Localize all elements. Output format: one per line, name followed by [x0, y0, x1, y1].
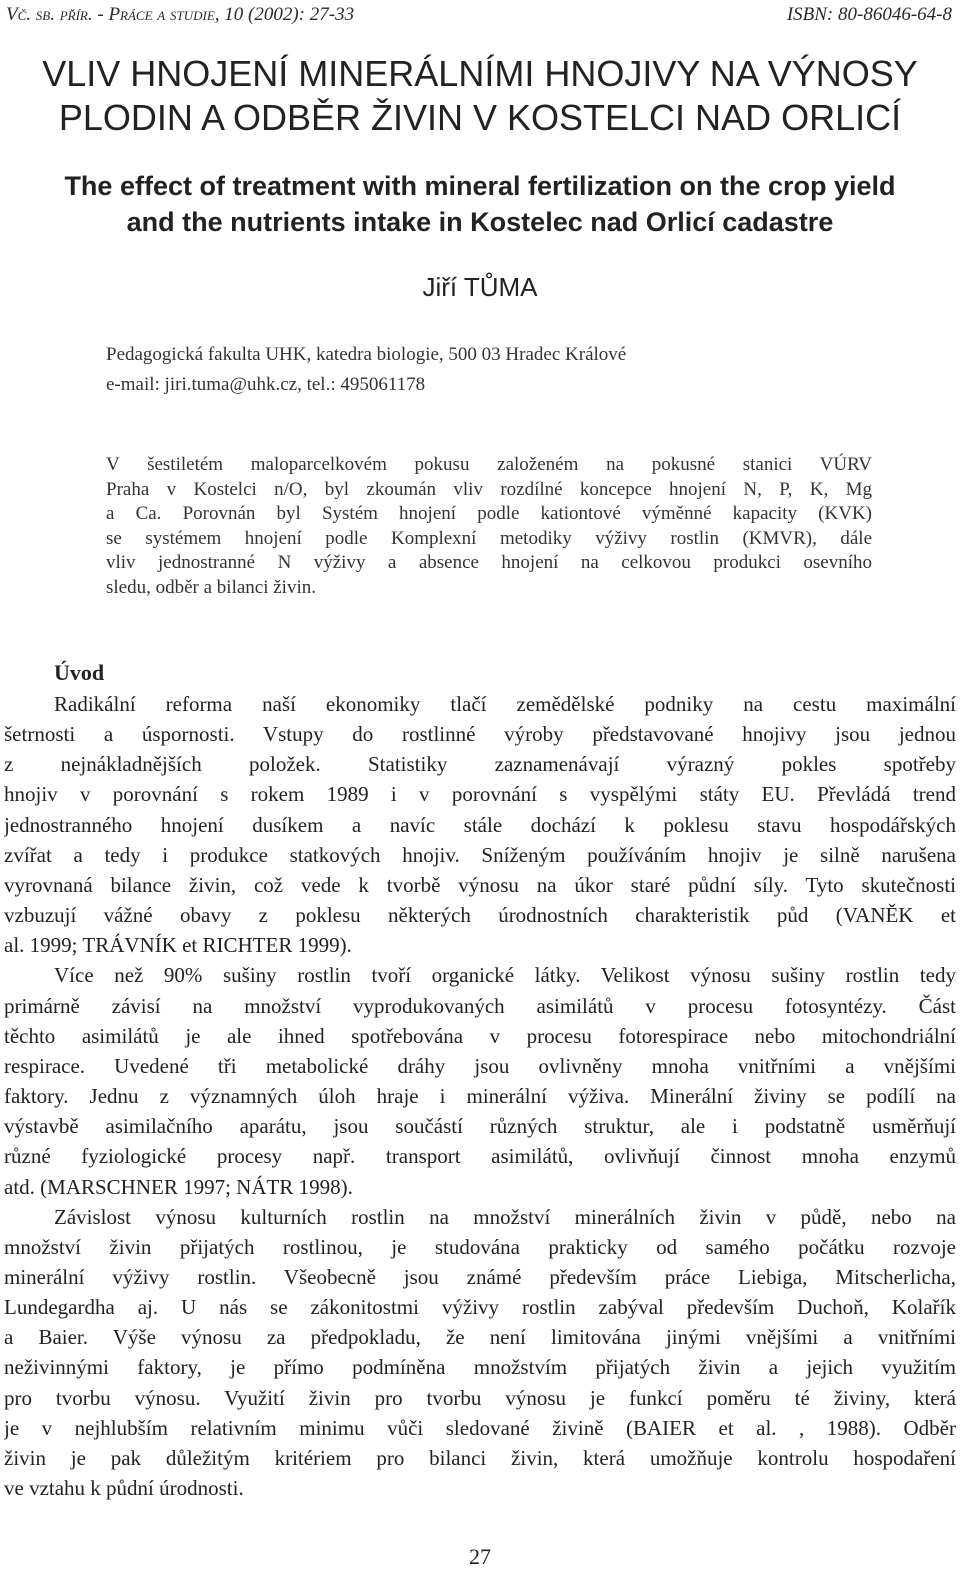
abstract-line: V šestiletém maloparcelkovém pokusu založeném na pokusné stanici VÚRV	[106, 454, 872, 475]
paragraph-line: faktory. Jednu z významných úloh hraje i minerální výživa. Minerální živiny se podílí na	[4, 1084, 956, 1109]
paragraph-line: jednostranného hnojení dusíkem a navíc stále dochází k poklesu stavu hospodářských	[4, 812, 956, 837]
paragraph-line: Závislost výnosu kulturních rostlin na množství minerálních živin v půdě, nebo na	[54, 1204, 956, 1229]
paragraph-line: a Baier. Výše výnosu za předpokladu, že není limitována jinými vnějšími a vnitřními	[4, 1325, 956, 1350]
section-heading-uvod: Úvod	[54, 660, 105, 685]
title-english-line: The effect of treatment with mineral fertilization on the crop yield	[64, 171, 896, 201]
affiliation-line: Pedagogická fakulta UHK, katedra biologie, 500 03 Hradec Králové	[106, 344, 627, 365]
body-text	[4, 689, 956, 1503]
paragraph-line: neživinnými faktory, je přímo podmíněna množstvím přijatých živin a jejich využitím	[4, 1355, 956, 1380]
page-number: 27	[469, 1544, 491, 1569]
paragraph-line: vzbuzují vážné obavy z poklesu některých úrodnostních charakteristik půd (VANĚK et	[4, 903, 956, 928]
paragraph-line: hnojiv v porovnání s rokem 1989 i v porovnání s vyspělými státy EU. Převládá trend	[4, 782, 956, 807]
paragraph-line: vyrovnaná bilance živin, což vede k tvorbě výnosu na úkor staré půdní síly. Tyto skutečnosti	[4, 872, 956, 897]
abstract-line: vliv jednostranné N výživy a absence hnojení na celkovou produkci osevního	[106, 552, 872, 574]
title-english-line: and the nutrients intake in Kostelec nad Orlicí cadastre	[126, 207, 834, 237]
paragraph-line: Radikální reforma naší ekonomiky tlačí zemědělské podniky na cestu maximální	[54, 692, 956, 716]
paragraph-line: těchto asimilátů je ale ihned spotřebována v procesu fotorespirace nebo mitochondriální	[4, 1023, 956, 1048]
contact-line: e-mail: jiri.tuma@uhk.cz, tel.: 495061178	[106, 374, 426, 395]
paragraph-line: z nejnákladnějších položek. Statistiky zaznamenávají výrazný pokles spotřeby	[4, 752, 956, 777]
paragraph-line: atd. (MARSCHNER 1997; NÁTR 1998).	[4, 1174, 353, 1199]
paragraph-line: různé fyziologické procesy např. transport asimilátů, ovlivňují činnost mnoha enzymů	[4, 1144, 956, 1169]
paragraph-line: Lundegardha aj. U nás se zákonitostmi výživy rostlin zabýval především Duchoň, Kolařík	[4, 1295, 956, 1320]
abstract-line: Praha v Kostelci n/O, byl zkoumán vliv rozdílné koncepce hnojení N, P, K, Mg	[106, 478, 872, 500]
paragraph-line: šetrnosti a úspornosti. Vstupy do rostlinné výroby představované hnojivy jsou jednou	[4, 722, 956, 747]
paragraph-line: zvířat a tedy i produkce statkových hnojiv. Sníženým používáním hnojiv je silně narušena	[4, 842, 956, 867]
paragraph-line: pro tvorbu výnosu. Využití živin pro tvorbu výnosu je funkcí poměru té živiny, která	[4, 1385, 956, 1410]
paragraph-line: živin je pak důležitým kritériem pro bilanci živin, která umožňuje kontrolu hospodaření	[4, 1445, 956, 1470]
running-header-left: Vč. sb. přír. - Práce a studie, 10 (2002): 27-33	[6, 4, 355, 25]
paragraph-line: respirace. Uvedené tři metabolické dráhy jsou ovlivněny mnoha vnitřními a vnějšími	[4, 1053, 956, 1078]
paragraph-line: primárně závisí na množství vyprodukovaných asimilátů v procesu fotosyntézy. Část	[4, 993, 956, 1018]
paragraph-line: ve vztahu k půdní úrodnosti.	[4, 1476, 244, 1501]
title-czech	[0, 52, 960, 140]
affiliation	[106, 340, 626, 400]
title-czech-line: PLODIN A ODBĚR ŽIVIN V KOSTELCI NAD ORLICÍ	[58, 97, 902, 138]
author-name: Jiří TŮMA	[422, 272, 538, 302]
paragraph-line: množství živin přijatých rostlinou, je studována prakticky od samého počátku rozvoje	[4, 1234, 956, 1259]
abstract-line: a Ca. Porovnán byl Systém hnojení podle kationtové výměnné kapacity (KVK)	[106, 503, 872, 525]
paragraph-line: minerální výživy rostlin. Všeobecně jsou známé především práce Liebiga, Mitscherlicha,	[4, 1264, 956, 1289]
title-czech-line: VLIV HNOJENÍ MINERÁLNÍMI HNOJIVY NA VÝNOSY	[42, 53, 918, 94]
paragraph-line: al. 1999; TRÁVNÍK et RICHTER 1999).	[4, 933, 352, 958]
abstract-line: sledu, odběr a bilanci živin.	[106, 576, 316, 598]
running-header-isbn: ISBN: 80-86046-64-8	[786, 4, 952, 25]
paragraph-line: výstavbě asimilačního aparátu, jsou součástí různých struktur, ale i podstatně usměrňují	[4, 1114, 956, 1139]
abstract-line: se systémem hnojení podle Komplexní metodiky výživy rostlin (KMVR), dále	[106, 527, 872, 549]
paragraph-line: je v nejhlubším relativním minimu vůči sledované živině (BAIER et al. , 1988). Odběr	[4, 1415, 956, 1440]
title-english	[0, 168, 960, 240]
abstract	[106, 453, 872, 601]
paragraph-line: Více než 90% sušiny rostlin tvoří organické látky. Velikost výnosu sušiny rostlin tedy	[54, 963, 956, 988]
